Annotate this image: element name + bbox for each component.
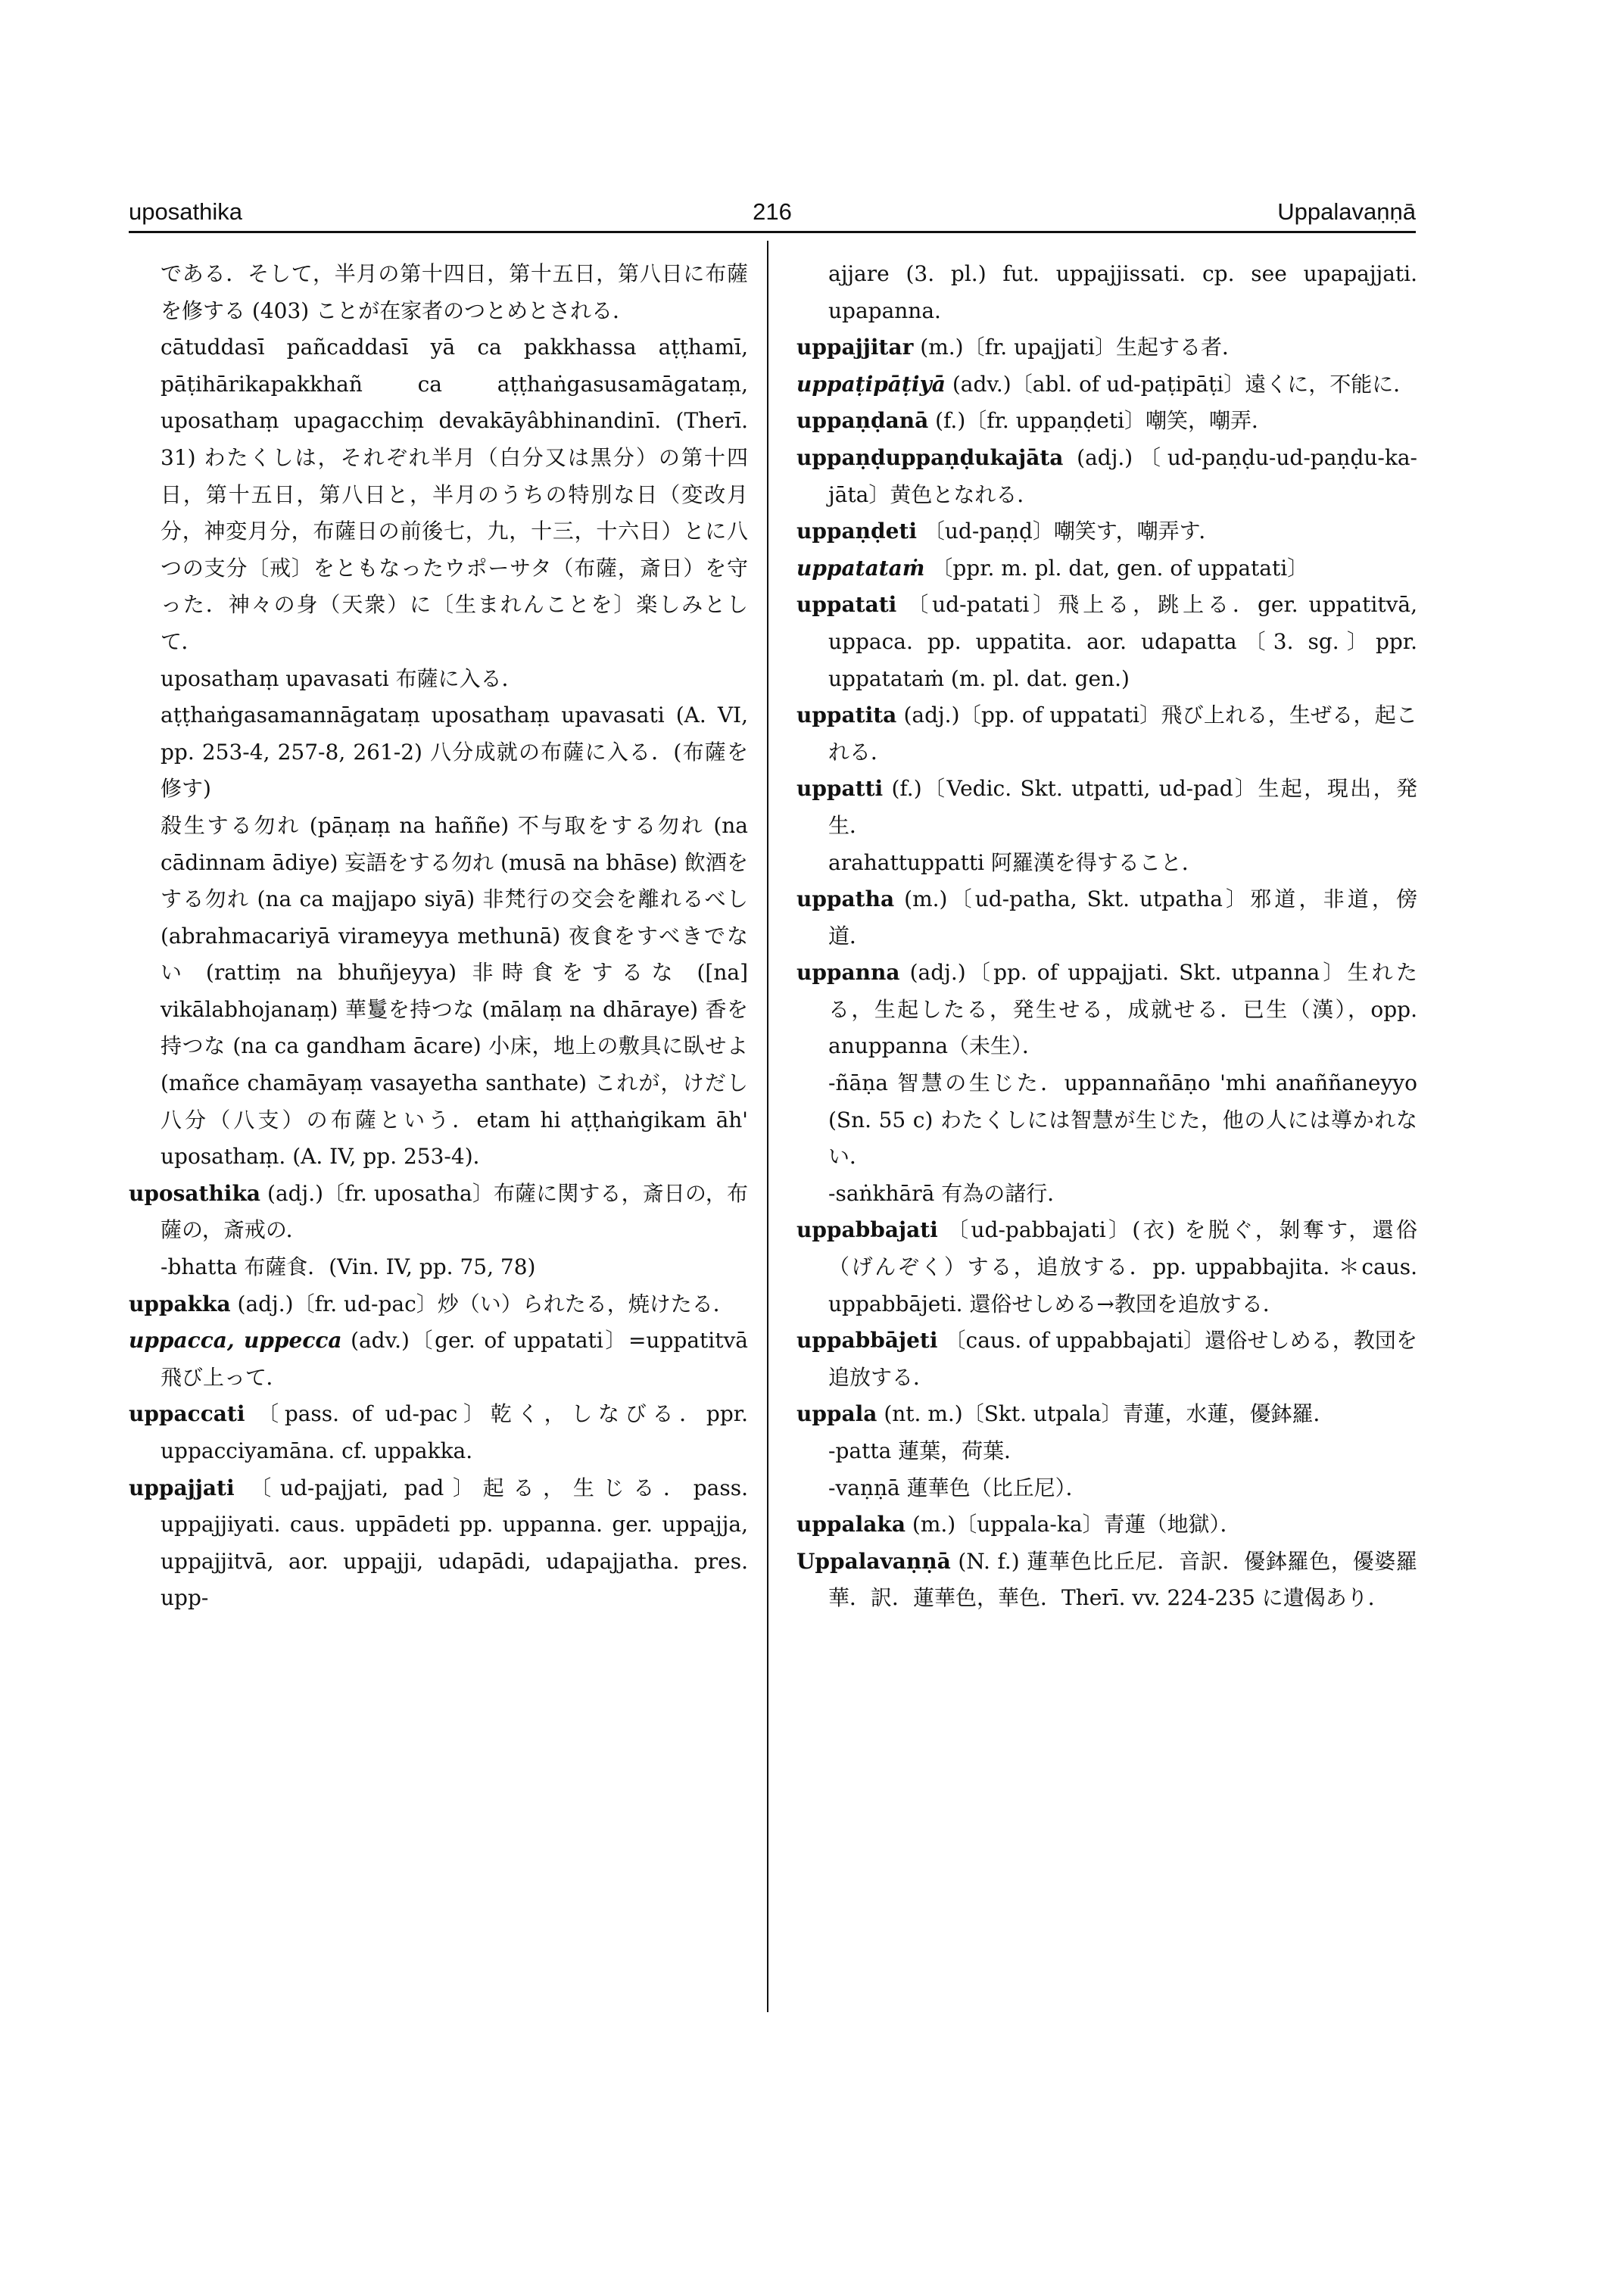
headword: uppatati [796, 592, 897, 618]
dictionary-entry [796, 955, 1417, 1065]
headword: uppanna [796, 960, 900, 986]
definition: 〔caus. of uppabbajati〕還俗せしめる，教団を追放する． [828, 1328, 1417, 1390]
definition: (m.)〔ud-patha, Skt. utpatha〕邪道，非道，傍道． [828, 886, 1417, 949]
headword: uppabbājeti [796, 1328, 938, 1354]
headword: uppajjitar [796, 335, 914, 360]
headword: uppaṇḍeti [796, 519, 917, 544]
dictionary-entry [796, 550, 1417, 587]
header-left-guideword: uposathika [129, 198, 242, 225]
sub-entry: -bhatta 布薩食．(Vin. IV, pp. 75, 78) [161, 1254, 536, 1280]
headword: uppala [796, 1401, 877, 1427]
dictionary-entry [796, 1506, 1417, 1544]
sub-entry: arahattuppatti 阿羅漢を得すること． [828, 849, 1203, 875]
dictionary-entry [796, 587, 1417, 697]
headword: uppatataṁ [796, 555, 925, 581]
definition: (m.)〔fr. upajjati〕生起する者． [920, 335, 1243, 360]
headword: uppaṇḍuppaṇḍukajāta [796, 444, 1064, 470]
continued-text: である．そして，半月の第十四日，第十五日，第八日に布薩を修する (403) ことが在家者のつとめとされる． [161, 261, 748, 323]
dictionary-entry [796, 1396, 1417, 1433]
dictionary-entry [129, 1470, 748, 1617]
definition: (adj.)〔fr. ud-pac〕炒（い）られたる，焼けたる． [237, 1291, 734, 1316]
dictionary-entry [796, 1212, 1417, 1323]
continued-text: ajjare (3. pl.) fut. uppajjissati. cp. see upapajjati. upapanna. [828, 261, 1417, 323]
dictionary-entry [796, 697, 1417, 771]
headword: Uppalavaṇṇā [796, 1548, 951, 1574]
definition: 〔ppr. m. pl. dat, gen. of uppatati〕 [931, 555, 1309, 581]
definition: 〔ud-pabbajati〕(衣) を脱ぐ，剝奪す，還俗（げんぞく）する，追放する．pp. uppabbajita. ＊caus. uppabbājeti. 還俗せしめる→教団を追放する． [828, 1217, 1418, 1316]
continued-text: cātuddasī pañcaddasī yā ca pakkhassa aṭṭhamī, pāṭihārikapakkhañ ca aṭṭhaṅgasusamāgataṃ, uposathaṃ upagacchiṃ devakāyâbhinandinī. (Therī. 31) わたくしは，それぞれ半月（白分又は黒分）の第十四日，第十五日，第八日と，半月のうちの特別な日（変改月分，神変月分，布薩日の前後七，九，十三，十六日）とに八つの支分〔戒〕をともなったウポーサタ（布薩，斎日）を守った．神々の身（天衆）に〔生まれんことを〕楽しみとして． [161, 335, 748, 654]
dictionary-entry [796, 329, 1417, 366]
left-column [129, 256, 748, 1617]
definition: 〔ud-paṇḍ〕嘲笑す，嘲弄す． [923, 519, 1220, 544]
dictionary-entry [129, 1286, 748, 1323]
dictionary-entry [796, 1323, 1417, 1396]
definition: (adj.)〔pp. of uppatati〕飛び上れる，生ぜる，起これる． [828, 703, 1417, 765]
headword: uppabbajati [796, 1217, 938, 1243]
definition: (N. f.) 蓮華色比丘尼．音訳．優鉢羅色，優婆羅華．訳．蓮華色，華色．Therī. vv. 224-235 に遺偈あり． [828, 1548, 1417, 1611]
headword: uppaṭipāṭiyā [796, 371, 946, 397]
definition: (adv.)〔abl. of ud-paṭipāṭi〕遠くに，不能に． [952, 371, 1415, 397]
sub-entry: -patta 蓮葉，荷葉． [828, 1438, 1026, 1463]
dictionary-entry [796, 513, 1417, 550]
header-rule [129, 231, 1416, 233]
continued-text: aṭṭhaṅgasamannāgataṃ uposathaṃ upavasati (A. VI, pp. 253-4, 257-8, 261-2) 八分成就の布薩に入る．(布薩を修す) [161, 703, 748, 802]
dictionary-entry [129, 1396, 748, 1469]
headword: uppatha [796, 886, 895, 912]
headword: uppaṇḍanā [796, 408, 929, 434]
definition: (f.)〔Vedic. Skt. utpatti, ud-pad〕生起，現出，発生． [828, 776, 1417, 838]
dictionary-entry [796, 771, 1417, 844]
definition: (nt. m.)〔Skt. utpala〕青蓮，水蓮，優鉢羅． [884, 1401, 1335, 1427]
dictionary-entry [796, 403, 1417, 440]
headword: uppatti [796, 776, 884, 802]
continued-text: uposathaṃ upavasati 布薩に入る． [161, 665, 523, 691]
headword: uppakka [129, 1291, 231, 1316]
dictionary-entry [796, 366, 1417, 403]
right-column [796, 256, 1417, 1617]
definition: 〔ud-patati〕飛上る，跳上る．ger. uppatitvā, uppaca. pp. uppatita. aor. udapatta〔3. sg.〕ppr. uppatataṁ (m. pl. dat. gen.) [828, 592, 1417, 691]
headword: uposathika [129, 1180, 260, 1206]
headword: uppalaka [796, 1512, 906, 1537]
sub-entry: -ñāṇa 智慧の生じた．uppannañāṇo 'mhi anaññaneyyo (Sn. 55 c) わたくしには智慧が生じた，他の人には導かれない． [828, 1070, 1417, 1170]
dictionary-entry [129, 1323, 748, 1396]
headword: uppacca, uppecca [129, 1328, 342, 1354]
definition: (adv.)〔ger. of uppatati〕=uppatitvā 飛び上って． [161, 1328, 748, 1390]
continued-text: 殺生する勿れ (pāṇaṃ na haññe) 不与取をする勿れ (na cādinnam ādiye) 妄語をする勿れ (musā na bhāse) 飲酒をする勿れ (na ca majjapo siyā) 非梵行の交会を離れるべし (abrahmacariyā virameyya methunā) 夜食をすべきでない (rattiṃ na bhuñjeyya) 非時食をするな ([na] vikālabhojanaṃ) 華鬘を持つな (mālaṃ na dhāraye) 香を持つな (na ca gandham ācare) 小床，地上の敷具に臥せよ (mañce chamāyaṃ vasayetha santhate) これが，けだし八分（八支）の布薩という．etam hi aṭṭhaṅgikam āh' uposathaṃ. (A. IV, pp. 253-4)． [161, 812, 748, 1170]
definition: (m.)〔uppala-ka〕青蓮（地獄）． [912, 1512, 1242, 1537]
dictionary-entry [796, 1544, 1417, 1617]
definition: (adj.)〔ud-paṇḍu-ud-paṇḍu-ka-jāta〕黄色となれる． [828, 444, 1417, 507]
headword: uppaccati [129, 1401, 245, 1427]
definition: (adj.)〔fr. uposatha〕布薩に関する，斎日の，布薩の，斎戒の． [161, 1180, 748, 1243]
headword: uppatita [796, 703, 897, 728]
definition: (adj.)〔pp. of uppajjati. Skt. utpanna〕生れたる，生起したる，発生せる，成就せる．已生（漢），opp. anuppanna（未生）． [828, 960, 1417, 1059]
headword: uppajjati [129, 1475, 235, 1500]
column-divider [767, 241, 768, 2012]
definition: 〔pass. of ud-pac〕乾く，しなびる．ppr. uppacciyamāna. cf. uppakka. [161, 1401, 748, 1463]
sub-entry: -saṅkhārā 有為の諸行． [828, 1180, 1069, 1206]
definition: 〔ud-pajjati, pad〕起る，生じる．pass. uppajjiyati. caus. uppādeti pp. uppanna. ger. uppajja, uppajjitvā, aor. uppajji, udapādi, udapajjatha. pres. upp- [161, 1475, 748, 1611]
definition: (f.)〔fr. uppaṇḍeti〕嘲笑，嘲弄． [935, 408, 1273, 434]
header-right-guideword: Uppalavaṇṇā [1277, 198, 1416, 225]
page-number: 216 [753, 198, 792, 225]
dictionary-entry [129, 1176, 748, 1249]
page-header [129, 198, 1416, 229]
dictionary-entry [796, 881, 1417, 955]
dictionary-entry [796, 440, 1417, 513]
sub-entry: -vaṇṇā 蓮華色（比丘尼）． [828, 1475, 1087, 1500]
